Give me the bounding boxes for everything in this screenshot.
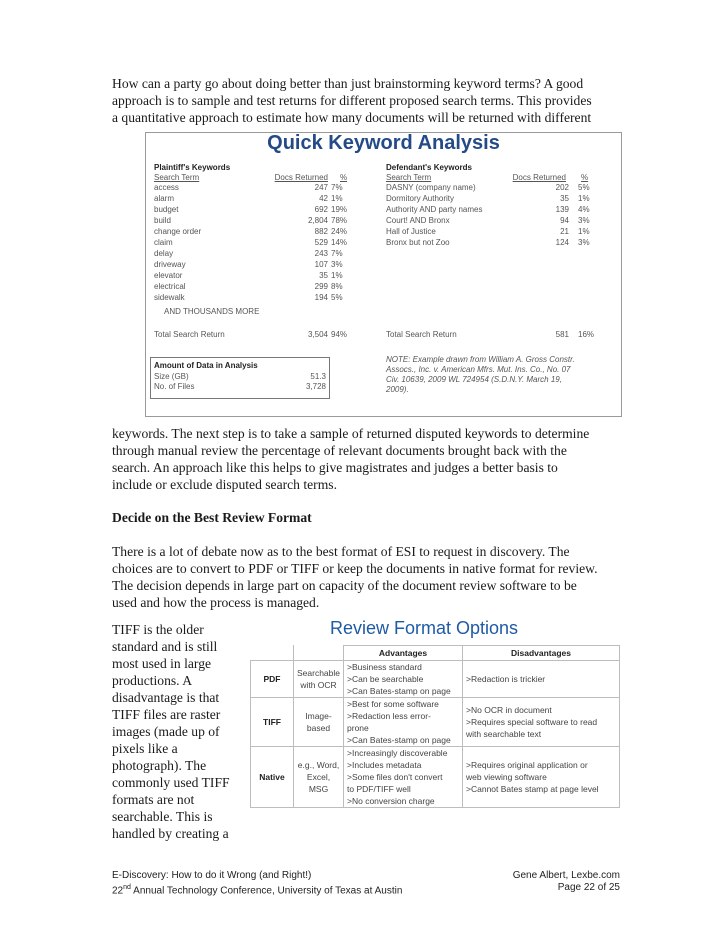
- disadvantage-line: web viewing software: [466, 772, 547, 782]
- defendant-docs: 139: [555, 205, 569, 214]
- blank-header-cell: [251, 646, 294, 661]
- format-name: PDF: [251, 661, 294, 698]
- amount-files-label: No. of Files: [154, 382, 195, 391]
- amount-size-value: 51.3: [310, 372, 326, 381]
- advantage-line: >Can Bates-stamp on page: [347, 686, 451, 696]
- text-line: photograph). The: [112, 758, 207, 773]
- plaintiff-pct: 1%: [331, 271, 343, 280]
- advantage-line: >Business standard: [347, 662, 422, 672]
- plaintiff-docs: 194: [314, 293, 328, 302]
- text-line: handled by creating a: [112, 826, 229, 841]
- defendant-pct: 3%: [578, 216, 590, 225]
- defendant-docs: 35: [560, 194, 569, 203]
- footer-ordinal-suffix: nd: [123, 884, 131, 891]
- text-line: disadvantage is that: [112, 690, 220, 705]
- advantage-line: >Includes metadata: [347, 760, 422, 770]
- note-line: Civ. 10639, 2009 WL 724954 (S.D.N.Y. March 19,: [386, 375, 562, 384]
- format-description: [294, 661, 344, 698]
- tiff-paragraph: [112, 621, 252, 842]
- sampling-paragraph: [112, 425, 628, 493]
- table-row: [251, 698, 620, 747]
- text-line: pixels like a: [112, 741, 178, 756]
- plaintiff-docs: 882: [314, 227, 328, 236]
- disadvantages-cell: [463, 698, 620, 747]
- plaintiff-docs: 247: [314, 183, 328, 192]
- text-line: searchable. This is: [112, 809, 213, 824]
- advantage-line: to PDF/TIFF well: [347, 784, 411, 794]
- format-description-line: with OCR: [300, 680, 337, 690]
- text-line: approach is to sample and test returns for different proposed search terms. This provides: [112, 93, 592, 108]
- defendant-col-pct: %: [581, 173, 589, 182]
- review-format-table: [250, 645, 620, 808]
- disadvantage-line: with searchable text: [466, 729, 542, 739]
- plaintiff-pct: 7%: [331, 249, 343, 258]
- plaintiff-term: claim: [154, 238, 173, 247]
- amount-size-label: Size (GB): [154, 372, 189, 381]
- note-line: NOTE: Example drawn from William A. Gross Constr.: [386, 355, 575, 364]
- defendant-docs: 202: [555, 183, 569, 192]
- plaintiff-docs: 243: [314, 249, 328, 258]
- format-description-line: e.g., Word,: [297, 760, 340, 770]
- defendant-total-pct: 16%: [578, 330, 595, 339]
- disadvantages-header: Disadvantages: [463, 646, 620, 661]
- text-line: productions. A: [112, 673, 193, 688]
- defendant-col-docs: Docs Returned: [512, 173, 566, 182]
- plaintiff-total-docs: 3,504: [307, 330, 328, 339]
- text-line: images (made up of: [112, 724, 220, 739]
- format-description: [294, 747, 344, 808]
- defendant-term: DASNY (company name): [386, 183, 476, 192]
- footer-author: Gene Albert, Lexbe.com: [512, 870, 620, 881]
- plaintiff-docs: 42: [319, 194, 328, 203]
- advantage-line: >Some files don't convert: [347, 772, 443, 782]
- defendant-pct: 1%: [578, 194, 590, 203]
- plaintiff-docs: 529: [314, 238, 328, 247]
- plaintiff-col-docs: Docs Returned: [274, 173, 328, 182]
- text-line: formats are not: [112, 792, 195, 807]
- text-line: There is a lot of debate now as to the best format of ESI to request in discovery. The: [112, 544, 570, 559]
- plaintiff-pct: 3%: [331, 260, 343, 269]
- defendant-docs: 21: [560, 227, 569, 236]
- advantage-line: >Can be searchable: [347, 674, 424, 684]
- text-line: include or exclude disputed search terms.: [112, 477, 337, 492]
- plaintiff-docs: 35: [319, 271, 328, 280]
- plaintiff-docs: 2,804: [307, 216, 328, 225]
- defendant-term: Hall of Justice: [386, 227, 436, 236]
- format-name: TIFF: [251, 698, 294, 747]
- plaintiff-term: driveway: [154, 260, 186, 269]
- defendant-pct: 5%: [578, 183, 590, 192]
- footer-conference-text: Annual Technology Conference, University of Texas at Austin: [130, 885, 403, 897]
- plaintiff-term: elevator: [154, 271, 183, 280]
- page-number: Page 22 of 25: [557, 882, 620, 893]
- plaintiff-term: delay: [154, 249, 174, 258]
- format-description: [294, 698, 344, 747]
- plaintiff-col-term: Search Term: [154, 173, 200, 182]
- figure-title: Quick Keyword Analysis: [267, 132, 500, 154]
- review-format-paragraph: [112, 543, 628, 611]
- note-line: 2009).: [386, 385, 409, 394]
- defendant-docs: 124: [555, 238, 569, 247]
- advantages-cell: [344, 661, 463, 698]
- keyword-analysis-figure: [145, 132, 622, 417]
- plaintiff-heading: Plaintiff's Keywords: [154, 163, 231, 172]
- disadvantages-cell: [463, 661, 620, 698]
- review-table-body: [251, 661, 620, 808]
- plaintiff-total-label: Total Search Return: [154, 330, 225, 339]
- defendant-total-docs: 581: [555, 330, 569, 339]
- defendant-pct: 3%: [578, 238, 590, 247]
- format-description-line: Searchable: [297, 668, 341, 678]
- footer-right: [513, 870, 620, 894]
- plaintiff-term: change order: [154, 227, 202, 236]
- section-heading: Decide on the Best Review Format: [112, 510, 312, 525]
- defendant-term: Authority AND party names: [386, 205, 483, 214]
- disadvantage-line: >Redaction is trickier: [466, 674, 546, 684]
- plaintiff-total-pct: 94%: [331, 330, 348, 339]
- advantage-line: >Can Bates-stamp on page: [347, 735, 451, 745]
- text-line: standard and is still: [112, 639, 218, 654]
- plaintiff-col-pct: %: [340, 173, 348, 182]
- blank-header-cell: [294, 646, 344, 661]
- disadvantage-line: >Requires special software to read: [466, 717, 598, 727]
- plaintiff-docs: 107: [314, 260, 328, 269]
- plaintiff-pct: 5%: [331, 293, 343, 302]
- advantage-line: >No conversion charge: [347, 796, 435, 806]
- plaintiff-more: AND THOUSANDS MORE: [164, 307, 260, 316]
- format-name: Native: [251, 747, 294, 808]
- plaintiff-term: build: [154, 216, 171, 225]
- plaintiff-term: electrical: [154, 282, 186, 291]
- text-line: choices are to convert to PDF or TIFF or keep the documents in native format for review.: [112, 561, 598, 576]
- plaintiff-pct: 8%: [331, 282, 343, 291]
- advantages-cell: [344, 698, 463, 747]
- intro-paragraph: [112, 75, 628, 126]
- advantages-header: Advantages: [344, 646, 463, 661]
- defendant-heading: Defendant's Keywords: [386, 163, 472, 172]
- advantage-line: >Increasingly discoverable: [347, 748, 448, 758]
- plaintiff-pct: 19%: [331, 205, 348, 214]
- table-row: [251, 747, 620, 808]
- footer-conference: [112, 882, 402, 897]
- text-line: search. An approach like this helps to give magistrates and judges a better basis to: [112, 460, 558, 475]
- disadvantages-cell: [463, 747, 620, 808]
- text-line: most used in large: [112, 656, 212, 671]
- text-line: commonly used TIFF: [112, 775, 230, 790]
- format-description-line: Excel, MSG: [306, 772, 331, 794]
- table-row: [251, 661, 620, 698]
- defendant-term: Dormitory Authority: [386, 194, 455, 203]
- advantages-cell: [344, 747, 463, 808]
- footer-ordinal: 22: [112, 885, 124, 897]
- data-amount-box: [150, 357, 330, 399]
- text-line: keywords. The next step is to take a sample of returned disputed keywords to determine: [112, 426, 590, 441]
- plaintiff-pct: 14%: [331, 238, 348, 247]
- defendant-total-label: Total Search Return: [386, 330, 457, 339]
- plaintiff-term: budget: [154, 205, 179, 214]
- defendant-term: Court! AND Bronx: [386, 216, 450, 225]
- text-line: TIFF is the older: [112, 622, 204, 637]
- format-description-line: based: [306, 723, 331, 733]
- text-line: The decision depends in large part on capacity of the document review software to be: [112, 578, 577, 593]
- plaintiff-pct: 24%: [331, 227, 348, 236]
- note-line: Assocs., Inc. v. American Mfrs. Mut. Ins. Co., No. 07: [386, 365, 571, 374]
- defendant-pct: 4%: [578, 205, 590, 214]
- text-line: used and how the process is managed.: [112, 595, 320, 610]
- review-figure-title: Review Format Options: [330, 618, 519, 638]
- plaintiff-pct: 1%: [331, 194, 343, 203]
- defendant-pct: 1%: [578, 227, 590, 236]
- disadvantage-line: >Requires original application or: [466, 760, 588, 770]
- advantage-line: >Best for some software: [347, 699, 439, 709]
- disadvantage-line: >No OCR in document: [466, 705, 552, 715]
- amount-files-value: 3,728: [305, 382, 326, 391]
- advantage-line: >Redaction less error-: [347, 711, 431, 721]
- plaintiff-docs: 692: [314, 205, 328, 214]
- advantage-line: prone: [347, 723, 369, 733]
- plaintiff-term: sidewalk: [154, 293, 185, 302]
- defendant-term: Bronx but not Zoo: [386, 238, 450, 247]
- defendant-docs: 94: [560, 216, 569, 225]
- plaintiff-term: access: [154, 183, 179, 192]
- plaintiff-pct: 78%: [331, 216, 348, 225]
- text-line: TIFF files are raster: [112, 707, 221, 722]
- plaintiff-pct: 7%: [331, 183, 343, 192]
- footer-left: [112, 870, 402, 897]
- defendant-col-term: Search Term: [386, 173, 432, 182]
- format-description-line: Image-: [305, 711, 332, 721]
- text-line: a quantitative approach to estimate how many documents will be returned with different: [112, 110, 592, 125]
- plaintiff-term: alarm: [154, 194, 175, 203]
- text-line: How can a party go about doing better than just brainstorming keyword terms? A good: [112, 76, 584, 91]
- amount-heading: Amount of Data in Analysis: [154, 361, 258, 370]
- footer-title: E-Discovery: How to do it Wrong (and Right!): [112, 870, 312, 881]
- disadvantage-line: >Cannot Bates stamp at page level: [466, 784, 599, 794]
- plaintiff-docs: 299: [314, 282, 328, 291]
- text-line: through manual review the percentage of relevant documents brought back with the: [112, 443, 567, 458]
